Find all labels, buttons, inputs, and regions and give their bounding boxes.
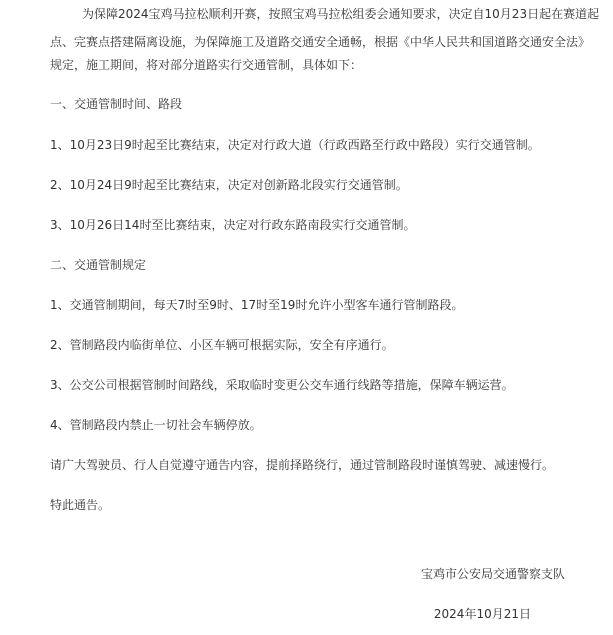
intro-line-3: 规定，施工期间，将对部分道路实行交通管制，具体如下：	[50, 58, 363, 72]
section-2-heading: 二、交通管制规定	[50, 258, 147, 272]
section-2-item-3: 3、公交公司根据管制时间路线，采取临时变更公交车通行线路等措施，保障车辆运营。	[50, 378, 514, 392]
section-1-item-1: 1、10月23日9时起至比赛结束，决定对行政大道（行政西路至行政中路段）实行交通管制。	[50, 138, 540, 152]
intro-line-2: 点、完赛点搭建隔离设施，为保障施工及道路交通安全通畅，根据《中华人民共和国道路交通安全法》	[50, 35, 591, 49]
section-1-item-3: 3、10月26日14时至比赛结束，决定对行政东路南段实行交通管制。	[50, 218, 416, 232]
section-2-item-2: 2、管制路段内临街单位、小区车辆可根据实际，安全有序通行。	[50, 338, 394, 352]
section-1-item-2: 2、10月24日9时起至比赛结束，决定对创新路北段实行交通管制。	[50, 178, 408, 192]
closing-paragraph: 请广大驾驶员、行人自觉遵守通告内容，提前择路绕行，通过管制路段时谨慎驾驶、减速慢行。	[50, 458, 555, 472]
closing-statement: 特此通告。	[50, 498, 111, 512]
section-2-item-1: 1、交通管制期间，每天7时至9时、17时至19时允许小型客车通行管制路段。	[50, 298, 464, 312]
intro-line-1: 为保障2024宝鸡马拉松顺利开赛，按照宝鸡马拉松组委会通知要求，决定自10月23日起在赛道起	[82, 7, 600, 21]
section-1-heading: 一、交通管制时间、路段	[50, 97, 183, 111]
issuer-signature: 宝鸡市公安局交通警察支队	[420, 567, 565, 581]
section-2-item-4: 4、管制路段内禁止一切社会车辆停放。	[50, 418, 262, 432]
issue-date: 2024年10月21日	[433, 607, 531, 621]
